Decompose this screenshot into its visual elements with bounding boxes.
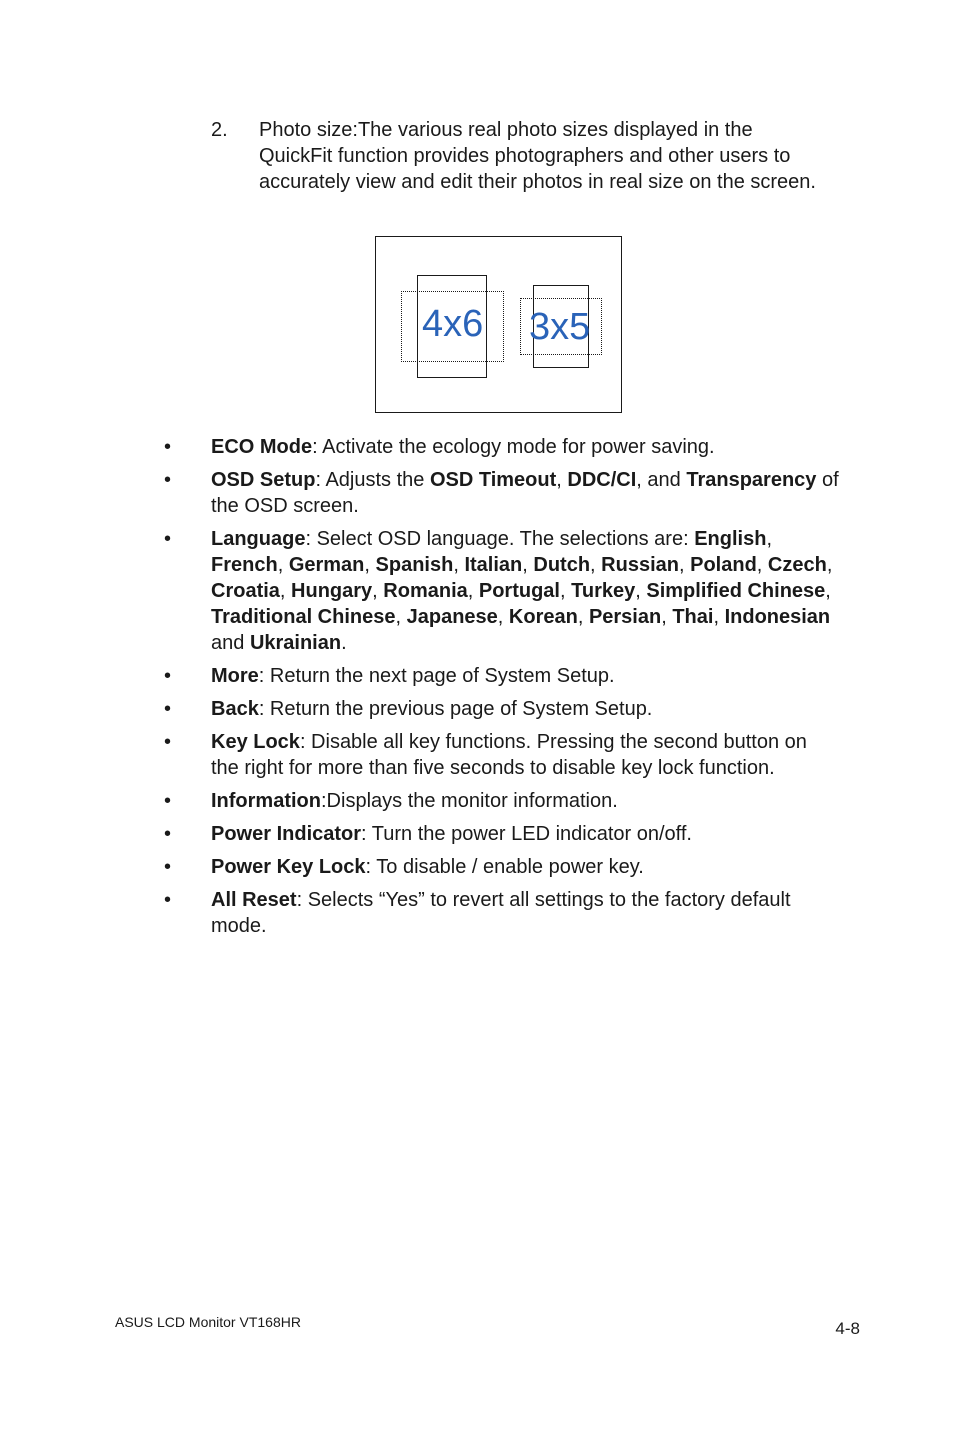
bullet-text: : To disable / enable power key. (365, 856, 644, 878)
bullet-item (160, 821, 840, 847)
size-label-3x5: 3x5 (529, 306, 591, 348)
bullet-term: Indonesian (724, 606, 831, 628)
bullet-text: : Return the previous page of System Setup. (258, 698, 653, 720)
bullet-dot: • (164, 436, 172, 458)
bullet-term: Czech (767, 554, 827, 576)
bullet-term: ECO Mode (211, 436, 313, 458)
bullet-term: German (288, 554, 365, 576)
bullet-dot: • (164, 856, 172, 878)
size-label-4x6: 4x6 (422, 303, 484, 345)
bullet-text: , (825, 580, 831, 602)
bullet-term: OSD Setup (211, 469, 316, 491)
photo-size-figure (375, 236, 622, 413)
bullet-text: . (341, 632, 347, 654)
footer-product-name: ASUS LCD Monitor VT168HR (115, 1314, 301, 1330)
bullet-text: : Select OSD language. The selections are: (305, 528, 695, 550)
bullet-text: , (826, 554, 833, 576)
bullet-text: : Adjusts the (315, 469, 430, 491)
bullet-dot: • (164, 469, 172, 491)
bullet-term: Power Indicator (211, 823, 362, 845)
bullet-term: Romania (383, 580, 468, 602)
bullet-item (160, 729, 840, 781)
bullet-text: , and (636, 469, 687, 491)
settings-bullet-list (160, 434, 840, 946)
bullet-term: Croatia (211, 580, 280, 602)
numbered-item-photo-size (211, 117, 831, 195)
bullet-text: , (766, 528, 772, 550)
bullet-term: French (211, 554, 278, 576)
bullet-term: Korean (508, 606, 578, 628)
bullet-term: Persian (588, 606, 662, 628)
bullet-term: Thai (672, 606, 714, 628)
bullet-text: , (756, 554, 768, 576)
bullet-term: DDC/CI (567, 469, 637, 491)
bullet-dot: • (164, 731, 172, 753)
item-text: Photo size:The various real photo sizes displayed in the QuickFit function provides photographers and other users to accurately view and edit their photos in real size on the screen. (259, 119, 816, 193)
bullet-item (160, 696, 840, 722)
bullet-dot: • (164, 889, 172, 911)
bullet-term: More (211, 665, 259, 687)
bullet-item (160, 854, 840, 880)
bullet-term: English (694, 528, 767, 550)
bullet-term: Simplified Chinese (646, 580, 826, 602)
bullet-item (160, 887, 840, 939)
bullet-term: Japanese (406, 606, 498, 628)
bullet-term: Spanish (375, 554, 454, 576)
bullet-text: : Return the next page of System Setup. (258, 665, 615, 687)
bullet-text: , (364, 554, 376, 576)
bullet-dot: • (164, 790, 172, 812)
footer-page-number: 4-8 (835, 1319, 860, 1338)
bullet-text: , (560, 580, 572, 602)
bullet-text: , (453, 554, 465, 576)
bullet-term: Turkey (571, 580, 636, 602)
bullet-text: , (556, 469, 568, 491)
bullet-text: , (279, 580, 292, 602)
bullet-text: , (661, 606, 673, 628)
bullet-term: Dutch (533, 554, 591, 576)
bullet-item (160, 663, 840, 689)
bullet-term: Power Key Lock (211, 856, 366, 878)
bullet-term: Russian (601, 554, 679, 576)
bullet-text: , (395, 606, 407, 628)
bullet-text: , (635, 580, 647, 602)
bullet-text: , (577, 606, 589, 628)
bullet-dot: • (164, 528, 172, 550)
bullet-text: : Disable all key functions. Pressing the second button on the right for more than five seconds to disable key lock function. (211, 731, 807, 779)
bullet-text: , (522, 554, 534, 576)
bullet-term: Portugal (478, 580, 560, 602)
bullet-term: Transparency (686, 469, 817, 491)
bullet-text: , (497, 606, 509, 628)
bullet-text: , (590, 554, 602, 576)
bullet-item (160, 434, 840, 460)
bullet-item (160, 526, 840, 656)
bullet-text: , (372, 580, 384, 602)
bullet-term: Information (211, 790, 321, 812)
bullet-text: , (713, 606, 725, 628)
bullet-text: , (467, 580, 479, 602)
bullet-text: :Displays the monitor information. (321, 790, 618, 812)
bullet-term: Poland (690, 554, 757, 576)
bullet-text: : Turn the power LED indicator on/off. (361, 823, 692, 845)
bullet-dot: • (164, 698, 172, 720)
bullet-dot: • (164, 665, 172, 687)
bullet-term: Key Lock (211, 731, 300, 753)
bullet-item (160, 467, 840, 519)
bullet-item (160, 788, 840, 814)
item-number: 2. (211, 119, 228, 141)
bullet-text: of the OSD screen. (211, 469, 839, 517)
bullet-term: Back (211, 698, 259, 720)
bullet-term: Traditional Chinese (211, 606, 396, 628)
bullet-text: and (211, 632, 250, 654)
bullet-text: , (277, 554, 289, 576)
bullet-term: Hungary (291, 580, 373, 602)
bullet-term: OSD Timeout (429, 469, 557, 491)
bullet-text: : Selects “Yes” to revert all settings to the factory default mode. (211, 889, 791, 937)
bullet-text: , (678, 554, 691, 576)
bullet-term: Italian (464, 554, 523, 576)
bullet-text: : Activate the ecology mode for power saving. (312, 436, 715, 458)
bullet-dot: • (164, 823, 172, 845)
bullet-term: Ukrainian (249, 632, 342, 654)
bullet-term: All Reset (211, 889, 297, 911)
bullet-term: Language (211, 528, 306, 550)
